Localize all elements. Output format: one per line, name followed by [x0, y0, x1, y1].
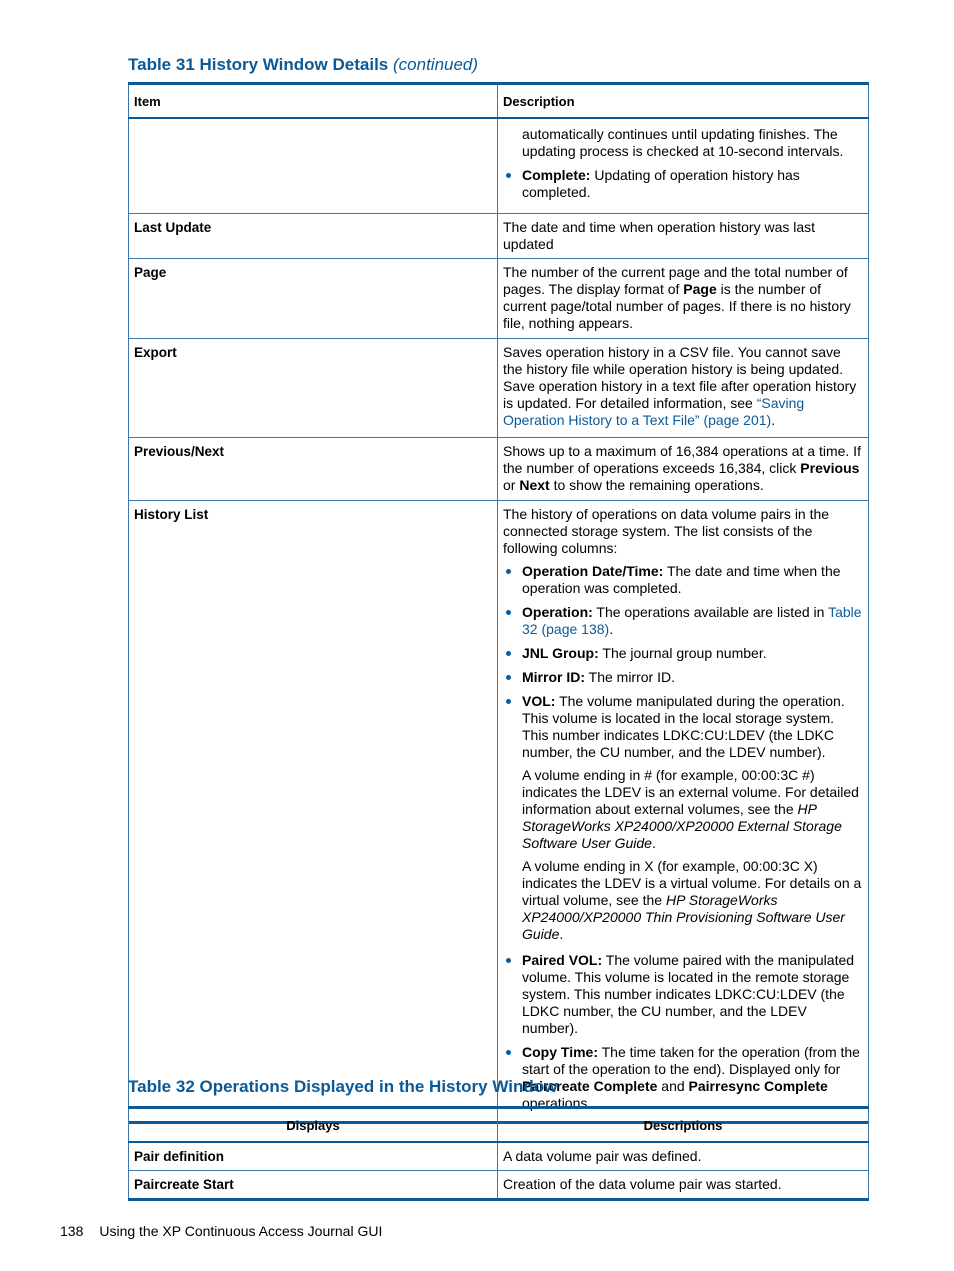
operations-table: [128, 1106, 869, 1201]
table-header-row: [129, 1108, 869, 1143]
item-cell: Export: [129, 339, 498, 438]
bullet-icon: [506, 569, 511, 574]
item-cell: Previous/Next: [129, 438, 498, 501]
display-cell: Paircreate Start: [129, 1171, 498, 1200]
table-row: [129, 339, 869, 438]
description-cell: The date and time when operation history was last updated: [498, 214, 869, 259]
table-header-row: [129, 84, 869, 119]
bullet-icon: [506, 173, 511, 178]
bullet-icon: [506, 610, 511, 615]
list-item: VOL: The volume manipulated during the operation. This volume is located in the local storage system. This number indicates LDKC:CU:LDEV (the LDKC number, the CU number, and the LDEV number). A volume ending in # (for example, 00:00:3C #) indicates the LDEV is an external volume. For detailed information about external volumes, see the HP StorageWorks XP24000/XP20000 External Storage Software User Guide. A volume ending in X (for example, 00:00:3C X) indicates the LDEV is a virtual volume. For details on a virtual volume, see the HP StorageWorks XP24000/XP20000 Thin Provisioning Software User Guide.: [522, 693, 863, 943]
bullet-icon: [506, 675, 511, 680]
description-cell: A data volume pair was defined.: [498, 1142, 869, 1171]
table-row: [129, 1142, 869, 1171]
description-cell: The number of the current page and the total number of pages. The display format of Page is the number of current page/total number of pages. If there is no history file, nothing appears.: [498, 259, 869, 339]
table-row: [129, 438, 869, 501]
page-footer: [60, 1223, 382, 1240]
table-31-continued: (continued): [393, 55, 479, 74]
column-header-item: Item: [129, 84, 498, 119]
table-32-caption: Table 32 Operations Displayed in the History Window: [128, 1077, 558, 1096]
table-32-link[interactable]: Table 32 (page 138): [522, 604, 862, 637]
table-row: [129, 259, 869, 339]
item-cell: Page: [129, 259, 498, 339]
column-header-description: Description: [498, 84, 869, 119]
list-item: Operation: The operations available are listed in Table 32 (page 138).: [522, 604, 863, 638]
column-header-displays: Displays: [129, 1108, 498, 1143]
table-31-caption: [128, 55, 478, 75]
description-cell: [498, 118, 869, 214]
table-row: [129, 118, 869, 214]
list-item: Mirror ID: The mirror ID.: [522, 669, 863, 686]
saving-history-link[interactable]: “Saving Operation History to a Text File” (page 201): [503, 395, 805, 428]
list-item: Copy Time: The time taken for the operation (from the start of the operation to the end). Displayed only for Paircreate Complete and Pairresync Complete operations.: [522, 1044, 863, 1112]
column-header-descriptions: Descriptions: [498, 1108, 869, 1143]
description-cell: Creation of the data volume pair was started.: [498, 1171, 869, 1200]
table-row: [129, 214, 869, 259]
external-volume-note: A volume ending in # (for example, 00:00:3C #) indicates the LDEV is an external volume. For detailed information about external volumes, see the HP StorageWorks XP24000/XP20000 External Storage Software User Guide.: [522, 767, 859, 851]
continued-text: automatically continues until updating finishes. The updating process is checked at 10-second intervals.: [522, 126, 844, 159]
table-row: [129, 1171, 869, 1200]
history-list-intro: The history of operations on data volume pairs in the connected storage system. The list consists of the following columns:: [503, 506, 830, 556]
list-item: Operation Date/Time: The date and time when the operation was completed.: [522, 563, 863, 597]
footer-text: Using the XP Continuous Access Journal GUI: [99, 1223, 383, 1239]
bullet-icon: [506, 958, 511, 963]
table-row: [129, 501, 869, 1123]
item-cell: Last Update: [129, 214, 498, 259]
bullet-icon: [506, 651, 511, 656]
virtual-volume-note: A volume ending in X (for example, 00:00:3C X) indicates the LDEV is a virtual volume. For details on a virtual volume, see the HP StorageWorks XP24000/XP20000 Thin Provisioning Software User Guide.: [522, 858, 862, 942]
display-cell: Pair definition: [129, 1142, 498, 1171]
table-31-title: Table 31 History Window Details: [128, 55, 389, 74]
description-cell: Saves operation history in a CSV file. You cannot save the history file while operation history is being updated. Save operation history in a text file after operation history is updated. For detailed information, see “Saving Operation History to a Text File” (page 201).: [498, 339, 869, 438]
list-item: Paired VOL: The volume paired with the manipulated volume. This volume is located in the remote storage system. This number indicates LDKC:CU:LDEV (the LDKC number, the CU number, and the LDEV number).: [522, 952, 863, 1037]
description-cell: Shows up to a maximum of 16,384 operations at a time. If the number of operations exceeds 16,384, click Previous or Next to show the remaining operations.: [498, 438, 869, 501]
history-window-details-table: [128, 82, 869, 1124]
list-item: JNL Group: The journal group number.: [522, 645, 863, 662]
list-item: Complete: Updating of operation history has completed.: [522, 167, 863, 201]
bullet-icon: [506, 699, 511, 704]
page-number: 138: [60, 1223, 84, 1239]
bullet-icon: [506, 1050, 511, 1055]
item-cell: History List: [129, 501, 498, 1123]
description-cell: [498, 501, 869, 1123]
item-cell-empty: [129, 118, 498, 214]
